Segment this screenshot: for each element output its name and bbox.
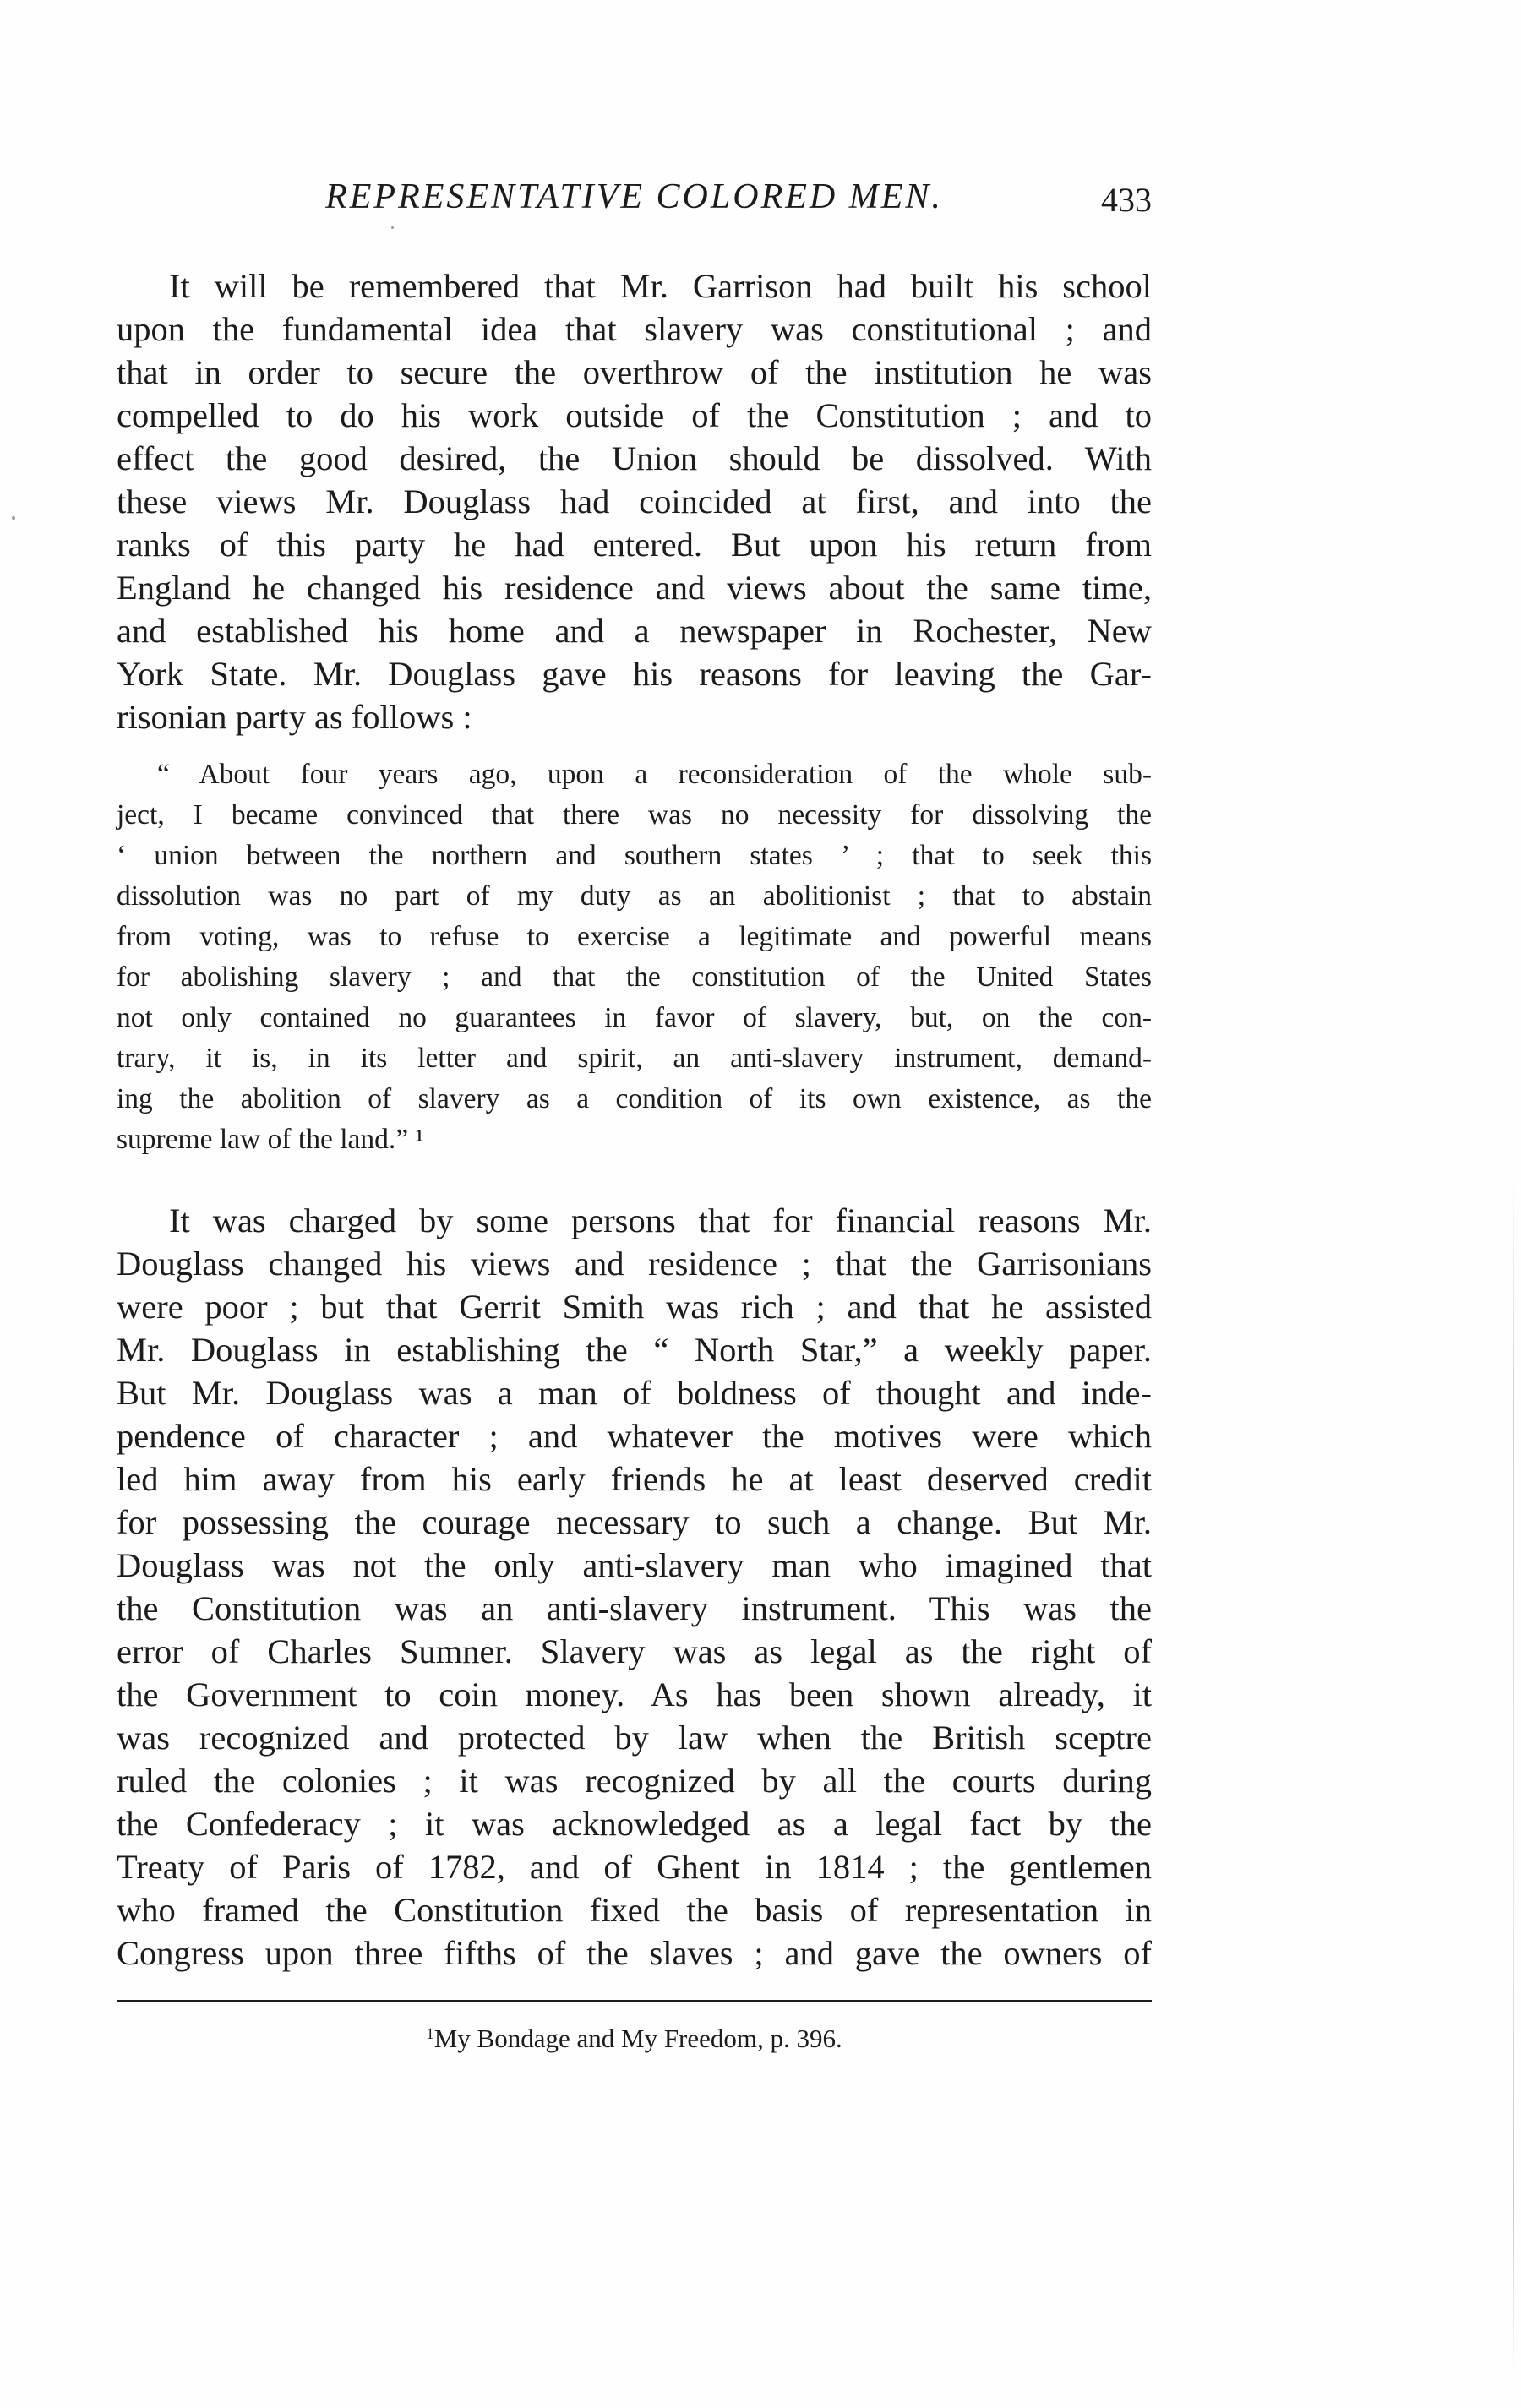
text-line: were poor ; but that Gerrit Smith was rich ; and that he assisted xyxy=(117,1288,1152,1326)
text-line: the Government to coin money. As has been shown already, it xyxy=(117,1675,1152,1713)
paragraph-garrison-school xyxy=(117,264,1152,738)
page-header xyxy=(117,176,1152,226)
text-line: the Constitution was an anti-slavery instrument. This was the xyxy=(117,1589,1152,1627)
text-line: York State. Mr. Douglass gave his reasons for leaving the Gar- xyxy=(117,655,1152,693)
scan-speck xyxy=(12,516,15,520)
quote-line: ject, I became convinced that there was no necessity for dissolving the xyxy=(117,799,1152,831)
text-line: ruled the colonies ; it was recognized by all the courts during xyxy=(117,1762,1152,1800)
quote-line: from voting, was to refuse to exercise a legitimate and powerful means xyxy=(117,921,1152,952)
text-line: It will be remembered that Mr. Garrison had built his school xyxy=(169,267,1152,305)
text-line: pendence of character ; and whatever the motives were which xyxy=(117,1417,1152,1455)
text-line: Treaty of Paris of 1782, and of Ghent in 1814 ; the gentlemen xyxy=(117,1848,1152,1886)
text-line: Douglass changed his views and residence ; that the Garrisonians xyxy=(117,1245,1152,1283)
quote-line: ing the abolition of slavery as a condition of its own existence, as the xyxy=(117,1083,1152,1114)
text-line: Douglass was not the only anti-slavery man who imagined that xyxy=(117,1546,1152,1584)
text-line: led him away from his early friends he at least deserved credit xyxy=(117,1460,1152,1498)
text-line: Congress upon three fifths of the slaves ; and gave the owners of xyxy=(117,1934,1152,1972)
text-line: ranks of this party he had entered. But upon his return from xyxy=(117,526,1152,564)
text-line: It was charged by some persons that for financial reasons Mr. xyxy=(169,1201,1152,1239)
text-line: that in order to secure the overthrow of the institution he was xyxy=(117,353,1152,391)
text-line: was recognized and protected by law when the British sceptre xyxy=(117,1719,1152,1757)
text-line: upon the fundamental idea that slavery was constitutional ; and xyxy=(117,310,1152,348)
text-line: effect the good desired, the Union should be dissolved. With xyxy=(117,439,1152,477)
text-line: for possessing the courage necessary to such a change. But Mr. xyxy=(117,1503,1152,1541)
text-line: who framed the Constitution fixed the basis of representation in xyxy=(117,1891,1152,1929)
page-number: 433 xyxy=(1101,181,1152,219)
quote-line: “ About four years ago, upon a reconsideration of the whole sub- xyxy=(157,759,1152,790)
text-line: Mr. Douglass in establishing the “ North Star,” a weekly paper. xyxy=(117,1331,1152,1369)
quote-line: for abolishing slavery ; and that the constitution of the United States xyxy=(117,962,1152,993)
quote-line: dissolution was no part of my duty as an abolitionist ; that to abstain xyxy=(117,880,1152,912)
quote-line: not only contained no guarantees in favor of slavery, but, on the con- xyxy=(117,1002,1152,1033)
quote-line: ‘ union between the northern and southern states ’ ; that to seek this xyxy=(117,840,1152,871)
text-line: error of Charles Sumner. Slavery was as legal as the right of xyxy=(117,1632,1152,1670)
footnote-text: My Bondage and My Freedom, p. 396. xyxy=(433,2024,842,2053)
running-title: REPRESENTATIVE COLORED MEN. xyxy=(325,177,943,216)
footnote-marker: 1 xyxy=(426,2025,434,2043)
block-quote-douglass xyxy=(117,755,1152,1160)
text-line: compelled to do his work outside of the Constitution ; and to xyxy=(117,396,1152,434)
text-line: and established his home and a newspaper in Rochester, New xyxy=(117,612,1152,650)
footnote-divider xyxy=(117,2000,1152,2002)
scan-edge-shadow xyxy=(1513,1166,1514,2383)
text-line: England he changed his residence and views about the same time, xyxy=(117,569,1152,607)
quote-line: supreme law of the land.” ¹ xyxy=(117,1124,424,1155)
text-line: these views Mr. Douglass had coincided at first, and into the xyxy=(117,482,1152,520)
text-line: risonian party as follows : xyxy=(117,698,472,736)
paragraph-financial-reasons xyxy=(117,1199,1152,1975)
text-line: the Confederacy ; it was acknowledged as a legal fact by the xyxy=(117,1805,1152,1843)
footnote xyxy=(117,2018,1152,2056)
text-line: But Mr. Douglass was a man of boldness of thought and inde- xyxy=(117,1374,1152,1412)
scan-speck xyxy=(391,226,394,229)
quote-line: trary, it is, in its letter and spirit, an anti-slavery instrument, demand- xyxy=(117,1043,1152,1074)
